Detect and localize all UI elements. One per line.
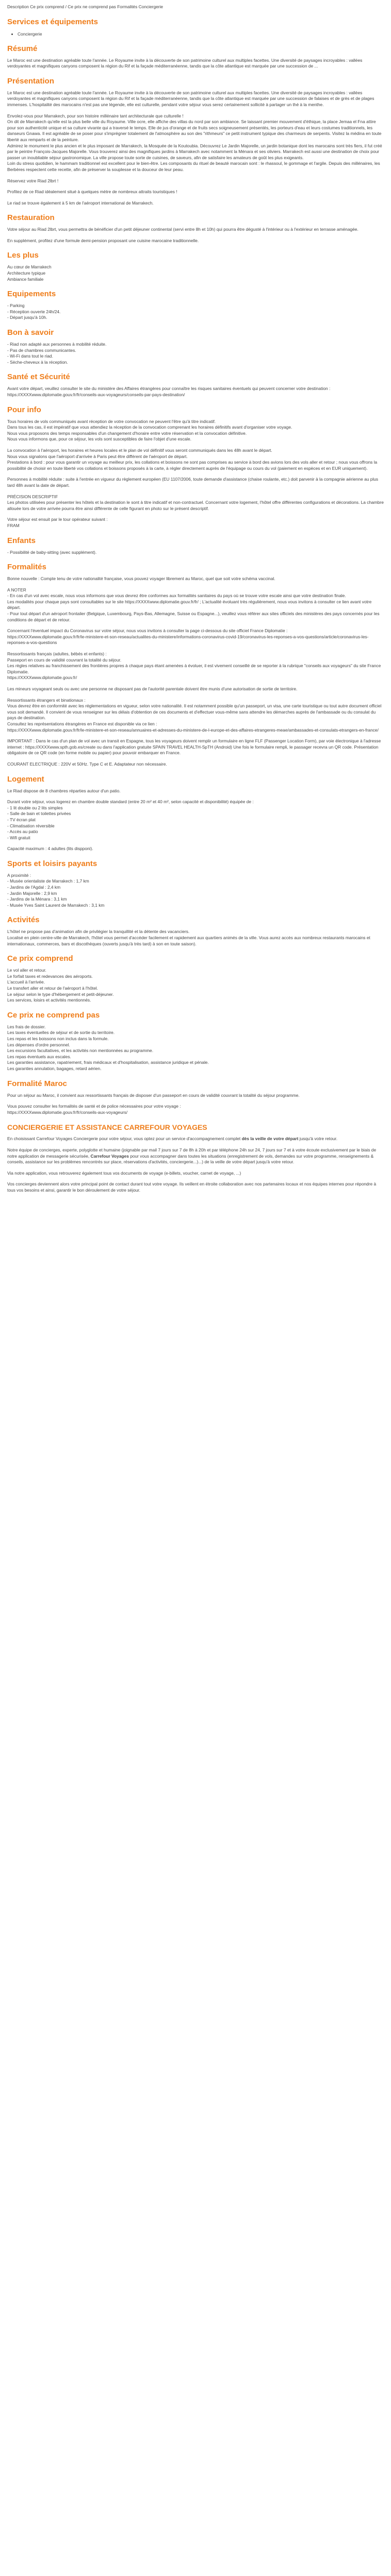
restauration-p1: Votre séjour au Riad 2lbrt, vous permettra de bénéficier d'un petit déjeuner continental (servi entre 8h et 10h) qui pourra être dégusté à l'intérieur ou à l'extérieur en terrasse aménagée. (7, 227, 359, 232)
logement-p3: Capacité maximum : 4 adultes (lits dispponi). (7, 846, 93, 852)
presentation-title: Présentation (7, 76, 54, 86)
logement-p1: Le Riad dispose de 8 chambres réparties autour d'un patio. (7, 788, 121, 793)
conciergerie-p2-bold: Carrefour Voyages (90, 1153, 129, 1159)
page (0, 0, 391, 1193)
pourinfo-p1: Tous horaires de vols communiqués avant réception de votre convocation ne peuvent l'être qu'à titre indicatif. Dans tous les cas, il est impératif que vous attendiez la réception de la convocation comprenant les horaires définitifs avant d'organiser votre voyage. Nous vous proposons des temps responsables d'un changement d'horaire entre votre réservation et la convocation définitive. Nous vous informons que, pour ce séjour, les vols sont susceptibles de faire l'objet d'une escale. (7, 418, 292, 442)
pourinfo-p2: La convocation à l'aéroport, les horaires et heures locales et le plan de vol définitif vous seront communiqués dans les 48h avant le départ. Nous vous signalons que l'aéroport d'arrivée à Paris peut être différent de l'aéroport de départ. Prestations à bord : pour vous garantir un voyage au meilleur prix, les collations et boissons ne sont pas comprises au service à bord des avions lors des vols aller et retour ; nous vous offrons la possibilité de choisir en toute liberté vos collations et boissons proposés à la carte, à régler directement auprès de l'équipage ou cours du vol (paiement en espèces et en EUR uniquement). (7, 447, 378, 471)
conciergerie-p1-a: En choisissant Carrefour Voyages Conciergerie pour votre séjour, vous optez pour un service d'accompagnement complet (7, 1136, 242, 1142)
services-title: Services et équipements (7, 17, 98, 26)
sports-p1: A proximité : - Musée orientaliste de Marrakech : 1,7 km - Jardins de l'Agdal : 2,4 km - Jardin Majorelle : 2,9 km - Jardins de la Ménara : 3,1 km - Musée Yves Saint Laurent de Marrakech : 3,1 km (7, 872, 105, 908)
conciergerie-p1-bold: dès la veille de votre départ (241, 1136, 299, 1142)
bon-line: - Wi-Fi dans tout le riad. (7, 353, 53, 359)
formalites-p8: COURANT ELECTRIQUE : 220V et 50Hz. Type C et E. Adaptateur non nécessaire. (7, 761, 167, 767)
pourinfo-p3: Personnes à mobilité réduite : suite à l'entrée en vigueur du règlement européen (EU 1107/2006, toute demande d'assistance (chaise roulante, etc.) doit parvenir à la compagnie aérienne au plus tard 48h avant la date de départ. (7, 477, 379, 488)
equipements-line: - Réception ouverte 24h/24. (7, 309, 61, 314)
presentation-p1: Le Maroc est une destination agréable toute l'année. Le Royaume invite à la découverte de son patrimoine culturel aux multiples facettes. Une diversité de paysages incroyables : vallées verdoyantes et magnifiques canyons composent la région du Rif et la façade méditerranéenne, tandis que la côte atlantique est marquée par une succession de falaises et de grès et de plages immenses. L'hospitalité des marocains n'est pas une légende, elle est culturelle, pendant votre séjour vous serez certainement sollicité à partager un thé à la menthe. (7, 90, 374, 107)
sante-text: Avant votre départ, veuillez consulter le site du ministère des Affaires étrangères pour connaître les risques sanitaires éventuels qui peuvent concerner votre destination : https://XXXXwww.diplomatie.gouv.fr/fr/conseils-aux-voyageurs/conseils-par-pays-destination/ (7, 386, 331, 397)
sante-title: Santé et Sécurité (7, 372, 70, 382)
formalite-maroc-p2: Vous pouvez consulter les formalités de santé et de police nécessaires pour votre voyage : https://XXXXwww.diplomatie.gouv.fr/fr/conseils-aux-voyageurs/ (7, 1104, 181, 1115)
conciergerie-p4: Vos concierges deviennent alors votre principal point de contact durant tout votre voyage. Ils veillent en étroite collaboration avec nos partenaires locaux et nos équipes internes pour répondre à tous vos besoins et ainsi, garantir le bon déroulement de votre séjour. (7, 1181, 377, 1193)
services-item: • Conciergerie (18, 31, 384, 37)
resume-title: Résumé (7, 44, 38, 53)
conciergerie-p2 (7, 1147, 384, 1165)
presentation-p3: Réservez votre Riad 2lbrt ! (7, 178, 59, 183)
services-list (18, 31, 384, 37)
necomprend-p1: Les frais de dossier. Les taxes éventuelles de séjour et de sortie du territoire. Les repas et les boissons non inclus dans la formule. Les dépenses d'ordre personnel. Les excursions facultatives, et les activités non mentionnées au programme. Les repas éventuels aux escales. Les garanties assistance, rapatriement, frais médicaux et d'hospitalisation, assistance juridique et pénale. Les garanties annulation, bagages, retard aérien. (7, 1024, 209, 1071)
enfants-text: - Possibilité de baby-sitting (avec supplément). (7, 549, 97, 555)
formalites-p4: Ressortissants français (adultes, bébés et enfants) : Passeport en cours de validité couvrant la totalité du séjour. Les règles relatives au franchissement des frontières propres à chaque pays étant amenées à évoluer, il est vivement conseillé de se reporter à la rubrique "conseils aux voyageurs" du site France Diplomatie. https://XXXXwww.diplomatie.gouv.fr/ (7, 651, 381, 681)
bon-line: - Pas de chambres communicantes. (7, 347, 76, 353)
equipements-line: - Parking (7, 303, 25, 309)
enfants-title: Enfants (7, 536, 36, 545)
logement-title: Logement (7, 774, 44, 784)
comprend-p1: Le vol aller et retour. Le forfait taxes et redevances des aéroports. L'accueil à l'arrivée. Le transfert aller et retour de l'aéroport à l'hôtel. Le séjour selon le type d'hébergement et petit-déjeuner. Les services, loisirs et activités mentionnés. (7, 968, 114, 1003)
formalites-p7: IMPORTANT : Dans le cas d'un plan de vol avec un transit en Espagne, tous les voyageurs doivent remplir un formulaire en ligne FLF (Passenger Location Form), par voie électronique à l'adresse internet : https://XXXXwww.spth.gob.es/create ou dans l'application gratuite SPAIN TRAVEL HEALTH-SpTH (Android) Une fois le formulaire rempli, le passager recevra un QR code. Présentation obligatoire de ce QR code (en forme mobile ou papier) pour pouvoir embarquer en France. (7, 738, 381, 756)
presentation-p4: Profitez de ce Riad idéalement situé à quelques mètre de nombreux attraits touristiques ! (7, 189, 177, 195)
activites-p1: L'hôtel ne propose pas d'animation afin de privilégier la tranquillité et la détente des vacanciers. Localisé en plein centre-ville de Marrakech, l'hôtel vous permet d'accéder facilement et rapidement aux quartiers animés de la ville. Vous aurez accès aux nombreux restaurants marocains et internationaux, commerces, bars et discothèques (ouverts jusqu'à très tard) à son en toute saison). (7, 929, 370, 946)
bon-line: - Riad non adapté aux personnes à mobilité réduite. (7, 342, 107, 347)
formalite-maroc-title: Formalité Maroc (7, 1079, 67, 1088)
formalites-p6: Ressortissants étrangers et binationaux : Vous devrez être en conformité avec les réglementations en vigueur, selon votre nationalité. Il est notamment possible qu'un passeport, un visa, une carte touristique ou tout autre document officiel vous soit demandé. Il convient de vous renseigner sur les délais d'obtention de ces documents et d'effectuer vous-même sans attendre les démarches auprès de l'ambassade ou du consulat du pays de destination. Consultez les représentations étrangères en France est disponible via ce lien : https://XXXXwww.diplomatie.gouv.fr/fr/le-ministere-et-son-reseau/annuaires-et-adresses-du-ministere-de-l-europe-et-des-affaires-etrangeres-meae/ambassades-et-consulats-etrangers-en-france/ (7, 697, 382, 733)
conciergerie-title: CONCIERGERIE ET ASSISTANCE CARREFOUR VOYAGES (7, 1123, 207, 1132)
formalites-p2: A NOTER - En cas d'un vol avec escale, nous vous informons que vous devrez être conformes aux formalités sanitaires du pays où se trouve votre escale ainsi que votre destination finale. Les modalités pour chaque pays sont consultables sur le site https://XXXXwww.diplomatie.gouv.fr/fr/ ; L'actualité évoluant très régulièrement, nous vous invitons à consulter ce lien avant votre départ. - Pour tout départ d'un aéroport frontalier (Belgique, Luxembourg, Pays-Bas, Allemagne, Suisse ou Espagne...), veuillez vous référer aux sites officiels des ministères des pays concernés pour les conditions de départ et de retour. (7, 587, 380, 622)
conciergerie-p1-c: jusqu'à votre retour. (298, 1136, 338, 1142)
formalites-p1: Bonne nouvelle : Compte tenu de votre nationalité française, vous pouvez voyager librement au Maroc, quel que soit votre schéma vaccinal. (7, 576, 275, 582)
formalites-p5: Les mineurs voyageant seuls ou avec une personne ne disposant pas de l'autorité parentale doivent être munis d'une autorisation de sortie de territoire. (7, 686, 298, 691)
plus-line: Ambiance familiale (7, 276, 44, 282)
sports-title: Sports et loisirs payants (7, 859, 97, 868)
formalites-p3: Concernant l'éventuel impact du Coronavirus sur votre séjour, nous vous invitons à consulter la page ci-dessous du site officiel France Diplomatie : https://XXXXwww.diplomatie.gouv.fr/fr/le-ministere-et-son-reseau/actualites-du-ministere/informations-coronavirus-covid-19/coronavirus-les-reponses-a-vos-questions/article/coronavirus-les-reponses-a-vos-questions (7, 628, 369, 646)
logement-p2: Durant votre séjour, vous logerez en chambre double standard (entre 20 m² et 40 m², selon capacité et disponibilité) équipée de : - 1 lit double ou 2 lits simples - Salle de bain et toilettes privées - TV écran plat - Climatisation réversible - Accès au patio - Wifi gratuit (7, 799, 254, 840)
bon-line: - Sèche-cheveux à la réception. (7, 359, 68, 365)
equipements-title: Equipements (7, 290, 56, 299)
conciergerie-p2-a: Notre équipe de concierges, experte, polyglotte et humaine (joignable par mail 7 jours sur 7 de 8h à 20h et par téléphone 24h sur 24, 7 jours sur 7 et à votre écoute exclusivement par le biais de notre application de messagerie sécurisée, (7, 1147, 377, 1159)
plus-line: Au cœur de Marrakech (7, 264, 52, 270)
pourinfo-p5: Votre séjour est ensuit par le tour opérateur suivant : FRAM (7, 517, 108, 528)
header-description: Description Ce prix comprend / Ce prix ne comprend pas Formalités Conciergerie (7, 4, 164, 9)
pourinfo-p4: PRÉCISION DESCRIPTIF Les photos utilisées pour présenter les hôtels et la destination le sont à titre indicatif et non-contractuel. Concernant votre logement, l'hôtel offre différentes configurations et décorations. La chambre allouée lors de votre arrivée pourra être ainsi différente de celle figurant en photo sur le présent descriptif. (7, 494, 384, 511)
resume-text: Le Maroc est une destination agréable toute l'année. Le Royaume invite à la découverte de son patrimoine culturel aux multiples facettes. Une diversité de paysages incroyables : vallées verdoyantes et magnifiques canyons composent la région du Rif et la façade méditerranéenne, tandis que la côte atlantique est marquée par une succession de ... (7, 57, 363, 69)
conciergerie-p2-c: pour vous accompagner dans toutes les situations (enregistrement de vols, demandes sur votre programme, renseignements & conseils, assistance sur les problèmes rencontrés sur place, réservations d'activités, conciergerie...)...) de la veille de votre départ jusqu'à votre retour. (7, 1153, 374, 1165)
equipements-line: - Départ jusqu'à 10h. (7, 315, 47, 320)
restauration-title: Restauration (7, 213, 55, 223)
pourinfo-title: Pour info (7, 405, 41, 414)
formalites-title: Formalités (7, 563, 46, 572)
plus-line: Architecture typique (7, 270, 46, 276)
activites-title: Activités (7, 916, 40, 925)
presentation-p2: Envolez-vous pour Marrakech, pour son histoire millénaire tant architecturale que culturelle ! On dit de Marrakech qu'elle est la plus belle ville du Royaume. Ville ocre, elle affiche des villas du nord par son ambiance. Se laissant premier mouvement d'éthique, la place Jemaa el Fna attire pour son authenticité unique et sa culture vivante qui a traversé le temps. Elle de jus d'orange et de fruits secs soigneusement présentés, les porteurs d'eau et leurs costumes traditionnels, les danseurs Gnawa. Il est agréable de se poser pour s'imprégner totalement de l'atmosphère au son des "rithmeurs" ce petit instrument typique des charmeurs de serpents. Visitez la médina en toute liberté aux remparts et de la peinture. Admirez le monument le plus ancien et le plus imposant de Marrakech, la Mosquée de la Koutoubia. Découvrez Le Jardin Majorelle, un jardin botanique dont les marocains sont très fiers, il fut créé par le peintre François-Jacques Majorelle. Vous trouverez ainsi des magnifiques jardins à Marrakech avec notamment la Ménara et ses oliviers. Marrakech est aussi une destination de choix pour passer un inoubliable séjour gastronomique. La ville propose toute sorte de cuisines, de saveurs, afin de satisfaire les amateurs de goût les plus exigeants. Loin du stress quotidien, le hammam traditionnel est excellent pour le bien-être. Les composants du rituel de beauté marocain sont : le rhassoul, le gommage et l'argile. Depuis des millénaires, les Berbères respectent cette recette, afin de préserver la souplesse et la douceur de leur peau. (7, 113, 382, 172)
conciergerie-p3: Via notre application, vous retrouverez également tous vos documents de voyage (e-billets, voucher, carnet de voyage, ...) (7, 1170, 241, 1176)
formalite-maroc-p1: Pour un séjour au Maroc, il convient aux ressortissants français de disposer d'un passeport en cours de validité couvrant la totalité du séjour programme. (7, 1092, 300, 1098)
presentation-p5: Le riad se trouve également à 5 km de l'aéroport international de Marrakech. (7, 200, 154, 206)
bon-title: Bon à savoir (7, 328, 54, 337)
comprend-title: Ce prix comprend (7, 954, 73, 963)
conciergerie-p1 (7, 1136, 384, 1142)
necomprend-title: Ce prix ne comprend pas (7, 1010, 100, 1020)
restauration-p2: En supplément, profitez d'une formule demi-pension proposant une cuisine marocaine traditionnelle. (7, 238, 199, 243)
plus-title: Les plus (7, 251, 39, 260)
